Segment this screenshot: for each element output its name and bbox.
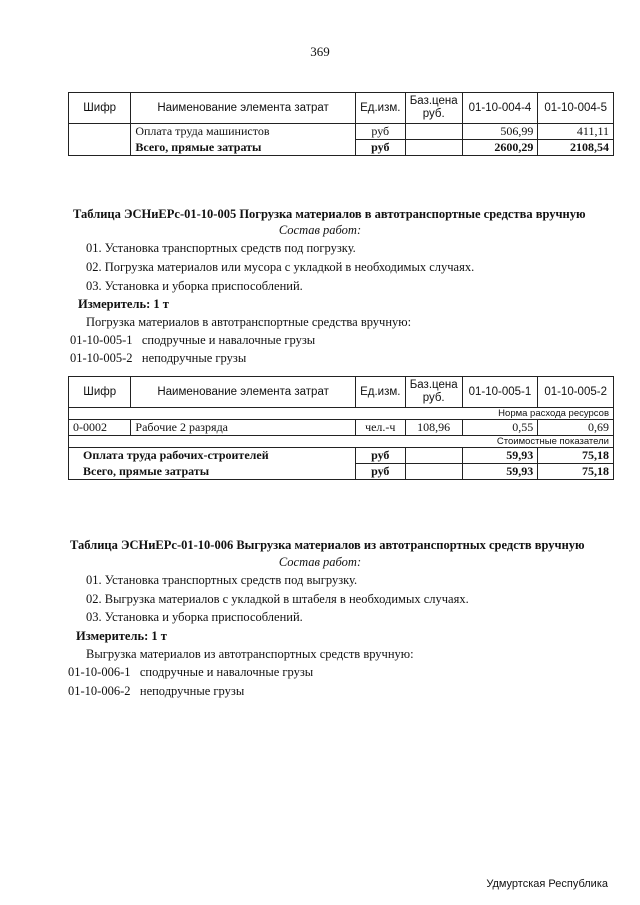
header-base-price: Баз.цена руб. xyxy=(405,93,462,124)
row-unit: руб xyxy=(355,464,405,480)
header-unit: Ед.изм. xyxy=(355,377,405,408)
table-row xyxy=(69,140,614,156)
intro-2: Выгрузка материалов из автотранспортных средств вручную: xyxy=(86,647,414,661)
cost-table-1 xyxy=(68,92,614,156)
page-number: 369 xyxy=(310,44,330,59)
row-value-2: 75,18 xyxy=(538,448,614,464)
composition-label-1: Состав работ: xyxy=(278,223,362,237)
table-header-row xyxy=(69,377,614,408)
row-value-1: 2600,29 xyxy=(462,140,538,156)
step-1: 01. Установка транспортных средств под выгрузку. xyxy=(86,573,358,587)
norm-label: Норма расхода ресурсов xyxy=(69,408,614,420)
row-value-1: 506,99 xyxy=(462,124,538,140)
row-name: Всего, прямые затраты xyxy=(131,140,355,156)
header-shifr: Шифр xyxy=(69,377,131,408)
list-item: 01-10-006-2 неподручные грузы xyxy=(68,684,245,698)
step-3: 03. Установка и уборка приспособлений. xyxy=(86,610,303,624)
header-name: Наименование элемента затрат xyxy=(131,377,355,408)
list-item: 01-10-005-1 сподручные и навалочные грузы xyxy=(70,333,316,347)
table-row xyxy=(69,464,614,480)
row-name: Всего, прямые затраты xyxy=(69,464,356,480)
step-2: 02. Погрузка материалов или мусора с укладкой в необходимых случаях. xyxy=(86,260,475,274)
intro-1: Погрузка материалов в автотранспортные средства вручную: xyxy=(86,315,412,329)
measure-2: Измеритель: 1 т xyxy=(76,629,167,643)
table-row xyxy=(69,124,614,140)
section-title-2: Таблица ЭСНиЕРс-01-10-006 Выгрузка материалов из автотранспортных средств вручную xyxy=(70,538,585,552)
header-name: Наименование элемента затрат xyxy=(131,93,355,124)
norm-label-row xyxy=(69,408,614,420)
row-name: Оплата труда машинистов xyxy=(131,124,355,140)
header-base-price: Баз.цена руб. xyxy=(405,377,462,408)
resource-value-1: 0,55 xyxy=(462,420,538,436)
table-row xyxy=(69,420,614,436)
resource-name: Рабочие 2 разряда xyxy=(131,420,355,436)
row-value-2: 411,11 xyxy=(538,124,614,140)
composition-label-2: Состав работ: xyxy=(278,555,362,569)
row-value-1: 59,93 xyxy=(462,448,538,464)
cost-label: Стоимостные показатели xyxy=(69,436,614,448)
row-unit: руб xyxy=(355,140,405,156)
resource-unit: чел.-ч xyxy=(355,420,405,436)
resource-price: 108,96 xyxy=(405,420,462,436)
row-unit: руб xyxy=(355,124,405,140)
header-col-2: 01-10-005-2 xyxy=(538,377,614,408)
header-col-1: 01-10-005-1 xyxy=(462,377,538,408)
header-col-1: 01-10-004-4 xyxy=(462,93,538,124)
section-title-1: Таблица ЭСНиЕРс-01-10-005 Погрузка материалов в автотранспортные средства вручную xyxy=(73,207,586,221)
list-item: 01-10-006-1 сподручные и навалочные грузы xyxy=(68,665,314,679)
cost-label-row xyxy=(69,436,614,448)
header-col-2: 01-10-004-5 xyxy=(538,93,614,124)
resource-code: 0-0002 xyxy=(69,420,131,436)
row-unit: руб xyxy=(355,448,405,464)
step-1: 01. Установка транспортных средств под погрузку. xyxy=(86,241,356,255)
row-value-2: 2108,54 xyxy=(538,140,614,156)
row-name: Оплата труда рабочих-строителей xyxy=(69,448,356,464)
table-row xyxy=(69,448,614,464)
footer-region: Удмуртская Республика xyxy=(486,878,608,890)
list-item: 01-10-005-2 неподручные грузы xyxy=(70,351,247,365)
step-2: 02. Выгрузка материалов с укладкой в штабеля в необходимых случаях. xyxy=(86,592,469,606)
measure-1: Измеритель: 1 т xyxy=(78,297,169,311)
row-value-1: 59,93 xyxy=(462,464,538,480)
cost-table-2 xyxy=(68,376,614,480)
row-value-2: 75,18 xyxy=(538,464,614,480)
resource-value-2: 0,69 xyxy=(538,420,614,436)
header-unit: Ед.изм. xyxy=(355,93,405,124)
header-shifr: Шифр xyxy=(69,93,131,124)
step-3: 03. Установка и уборка приспособлений. xyxy=(86,279,303,293)
table-header-row xyxy=(69,93,614,124)
